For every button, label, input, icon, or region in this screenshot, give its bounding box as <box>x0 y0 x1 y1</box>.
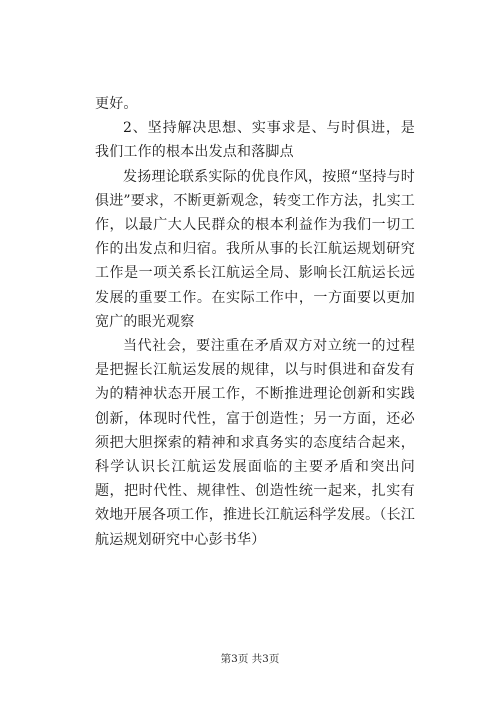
section-heading: 2、坚持解决思想、实事求是、与时俱进，是我们工作的根本出发点和落脚点 <box>95 120 415 161</box>
paragraph: 发扬理论联系实际的优良作风，按照“坚持与时俱进”要求，不断更新观念，转变工作方法，扎实工作，以最广大人民群众的根本利益作为我们一切工作的出发点和归宿。我所从事的长江航运规划研究工作是一项关系长江航运全局、影响长江航运长远发展的重要工作。在实际工作中，一方面要以更加宽广的眼光观察 <box>95 168 415 330</box>
paragraph-continuation: 更好。 <box>95 96 138 112</box>
page-footer: 第3页 共3页 <box>220 653 280 665</box>
paragraph: 当代社会，要注重在矛盾双方对立统一的过程是把握长江航运发展的规律，以与时俱进和奋发有为的精神状态开展工作，不断推进理论创新和实践创新，体现时代性，富于创造性；另一方面，还必须把大胆探索的精神和求真务实的态度结合起来，科学认识长江航运发展面临的主要矛盾和突出问题，把时代性、规律性、创造性统一起来，扎实有效地开展各项工作，推进长江航运科学发展。（长江航运规划研究中心彭书华） <box>95 338 415 548</box>
document-body <box>95 92 415 552</box>
